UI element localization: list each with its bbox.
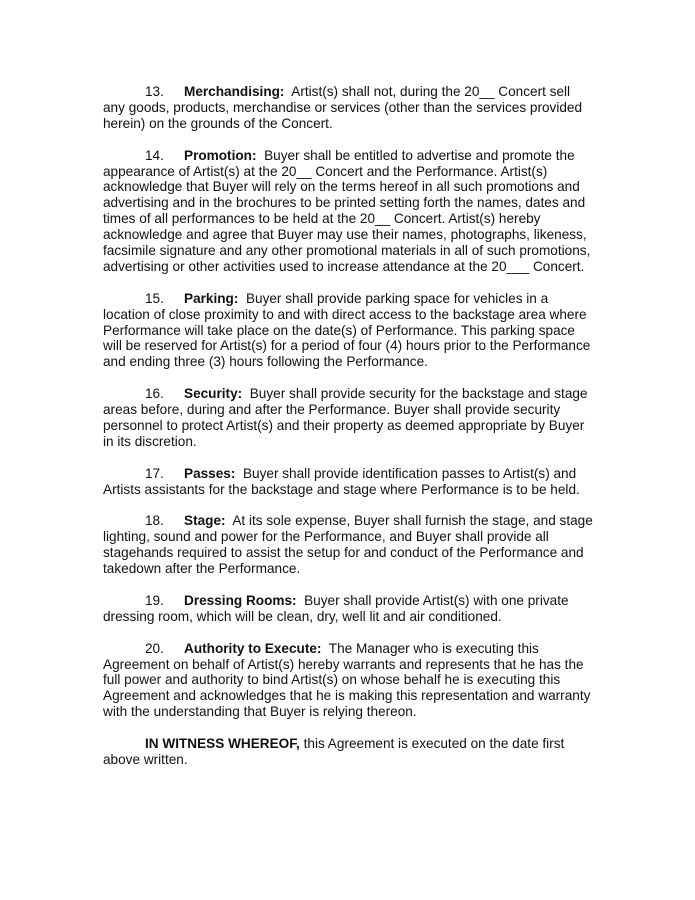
section-14 bbox=[103, 148, 595, 275]
section-number: 14. bbox=[145, 147, 164, 163]
section-heading: Passes: bbox=[184, 465, 236, 481]
witness-text: this Agreement is executed on the date first above written. bbox=[103, 736, 565, 767]
witness-clause bbox=[103, 736, 595, 768]
section-15 bbox=[103, 291, 595, 371]
section-heading: Merchandising: bbox=[184, 84, 285, 99]
section-heading: Promotion: bbox=[184, 147, 257, 163]
section-heading: Parking: bbox=[184, 290, 239, 306]
section-heading: Stage: bbox=[184, 513, 226, 529]
section-heading: Security: bbox=[184, 386, 243, 402]
section-19 bbox=[103, 593, 595, 625]
section-text: Buyer shall provide Artist(s) with one private dressing room, which will be clean, dry, well lit and air conditioned. bbox=[103, 592, 569, 624]
section-text: Buyer shall provide parking space for vehicles in a location of close proximity to and with direct access to the backstage area where Performance will take place on the date(s) of Performance. This parking space will be reserved for Artist(s) for a period of four (4) hours prior to the Performance and ending three (3) hours following the Performance. bbox=[103, 290, 591, 370]
section-text: At its sole expense, Buyer shall furnish the stage, and stage lighting, sound and power for the Performance, and Buyer shall provide all stagehands required to assist the setup for and conduct of the Performance and takedown after the Performance. bbox=[103, 513, 593, 577]
section-20 bbox=[103, 641, 595, 721]
section-number: 16. bbox=[145, 386, 164, 402]
section-heading: Dressing Rooms: bbox=[184, 592, 297, 608]
section-text: Buyer shall be entitled to advertise and promote the appearance of Artist(s) at the 20__ Concert and the Performance. Artist(s) acknowledge that Buyer will rely on the terms hereof in all such promotions and advertising and in the brochures to be printed setting forth the names, dates and times of all performances to be held at the 20__ Concert. Artist(s) hereby acknowledge and agree that Buyer may use their names, photographs, likeness, facsimile signature and any other promotional materials in all of such promotions, advertising or other activities used to increase attendance at the 20___ Concert. bbox=[103, 147, 591, 274]
section-number: 15. bbox=[145, 290, 164, 306]
section-number: 18. bbox=[145, 513, 164, 529]
section-16 bbox=[103, 386, 595, 450]
section-number: 13. bbox=[145, 84, 164, 99]
section-number: 20. bbox=[145, 640, 164, 656]
section-number: 17. bbox=[145, 465, 164, 481]
section-text: Buyer shall provide identification passes to Artist(s) and Artists assistants for the backstage and stage where Performance is to be held. bbox=[103, 465, 580, 497]
section-number: 19. bbox=[145, 592, 164, 608]
witness-heading: IN WITNESS WHEREOF, bbox=[145, 736, 300, 752]
section-text: Artist(s) shall not, during the 20__ Concert sell any goods, products, merchandise or services (other than the services provided herein) on the grounds of the Concert. bbox=[103, 84, 583, 131]
section-18 bbox=[103, 513, 595, 577]
section-13 bbox=[103, 84, 595, 132]
section-text: Buyer shall provide security for the backstage and stage areas before, during and after the Performance. Buyer shall provide security personnel to protect Artist(s) and their property as deemed appropriate by Buyer in its discretion. bbox=[103, 386, 588, 449]
section-17 bbox=[103, 466, 595, 498]
section-heading: Authority to Execute: bbox=[184, 640, 322, 656]
section-text: The Manager who is executing this Agreement on behalf of Artist(s) hereby warrants and represents that he has the full power and authority to bind Artist(s) on whose behalf he is executing this Agreement and acknowledges that he is making this representation and warranty with the understanding that Buyer is relying thereon. bbox=[103, 640, 591, 720]
